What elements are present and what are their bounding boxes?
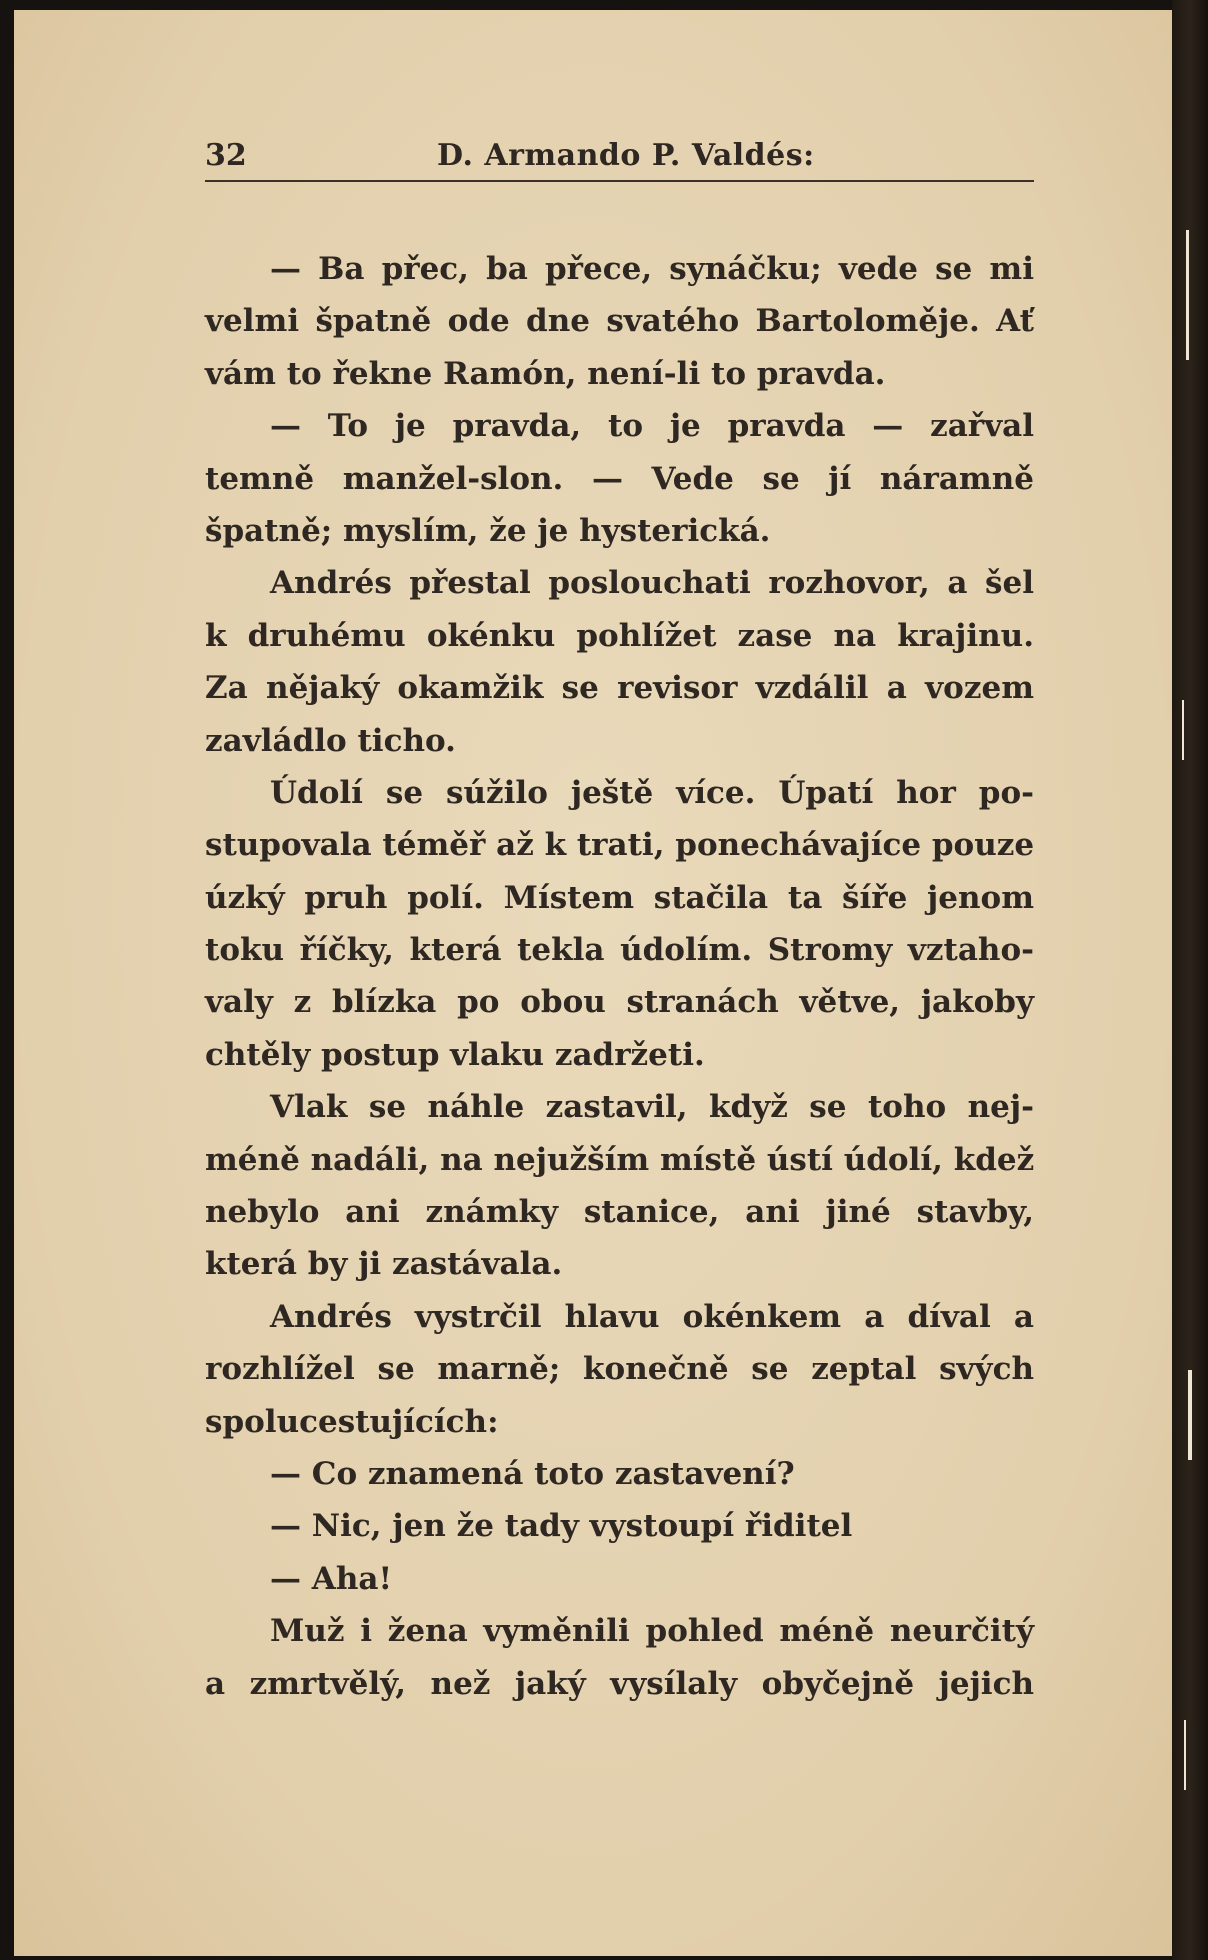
text-line: špatně; myslím, že je hysterická. — [205, 512, 771, 549]
text-line: temně manžel-slon. — Vede se jí náramně — [205, 460, 1034, 497]
text-line: Andrés vystrčil hlavu okénkem a díval a — [270, 1298, 1034, 1335]
text-line: k druhému okénku pohlížet zase na krajinu. — [205, 617, 1034, 654]
text-line: nebylo ani známky stanice, ani jiné stavby, — [205, 1194, 1034, 1231]
text-line: valy z blízka po obou stranách větve, jakoby — [205, 984, 1034, 1021]
text-line: rozhlížel se marně; konečně se zeptal svých — [205, 1351, 1034, 1388]
text-line: a zmrtvělý, než jaký vysílaly obyčejně jejich — [205, 1665, 1034, 1702]
text-line: méně nadáli, na nejužším místě ústí údolí, kdež — [205, 1141, 1035, 1178]
text-line: zavládlo ticho. — [205, 722, 456, 759]
text-line: chtěly postup vlaku zadržeti. — [205, 1036, 705, 1073]
text-line: Za nějaký okamžik se revisor vzdálil a vozem — [205, 670, 1034, 707]
text-line: — To je pravda, to je pravda — zařval — [270, 408, 1034, 445]
book-spine — [1172, 0, 1208, 1960]
text-line: spolucestujících: — [205, 1403, 499, 1440]
text-line: Muž i žena vyměnili pohled méně neurčitý — [270, 1613, 1034, 1650]
text-line: velmi špatně ode dne svatého Bartoloměje. Ať — [205, 303, 1034, 340]
page-number: 32 — [205, 138, 247, 173]
running-head: D. Armando P. Valdés: — [437, 138, 815, 173]
text-line: která by ji zastávala. — [205, 1246, 563, 1283]
text-line: Vlak se náhle zastavil, když se toho nej- — [270, 1089, 1034, 1126]
text-line: — Ba přec, ba přece, synáčku; vede se mi — [270, 251, 1034, 287]
text-line: — Aha! — [270, 1560, 393, 1597]
text-line: Andrés přestal poslouchati rozhovor, a šel — [270, 565, 1034, 602]
text-line: stupovala téměř až k trati, ponechávajíce pouze — [205, 827, 1035, 864]
text-line: — Nic, jen že tady vystoupí řiditel — [270, 1508, 853, 1545]
body-text — [205, 243, 1034, 1710]
page-header — [205, 136, 1034, 182]
text-line: — Co znamená toto zastavení? — [270, 1455, 795, 1492]
text-line: Údolí se súžilo ještě více. Úpatí hor po- — [270, 774, 1034, 811]
text-line: vám to řekne Ramón, není-li to pravda. — [205, 355, 886, 392]
text-line: toku říčky, která tekla údolím. Stromy vztaho- — [205, 932, 1034, 969]
text-line: úzký pruh polí. Místem stačila ta šíře jenom — [205, 879, 1034, 916]
